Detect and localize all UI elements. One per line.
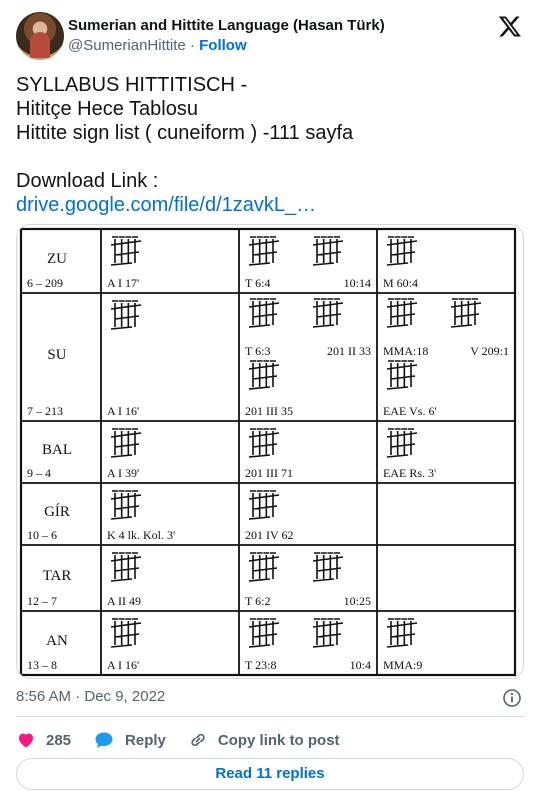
ref-1-0-0: A I 16' bbox=[107, 404, 140, 418]
sign-number-0: 6 – 209 bbox=[27, 276, 63, 290]
glyph-0-1-0-stroke bbox=[249, 237, 279, 265]
ref-0-0-0: A I 17' bbox=[107, 276, 140, 290]
glyph-5-1-1-stroke bbox=[313, 619, 343, 647]
ref-0-2-0: M 60:4 bbox=[383, 276, 419, 290]
glyph-5-2-0-stroke bbox=[387, 619, 417, 647]
glyph-0-2-0-stroke bbox=[387, 237, 417, 265]
link-icon bbox=[188, 730, 208, 750]
glyph-0-2-0 bbox=[387, 237, 417, 265]
glyph-0-0-0-stroke bbox=[111, 237, 141, 265]
sign-name-5: AN bbox=[46, 633, 68, 649]
sign-number-2: 9 – 4 bbox=[27, 466, 51, 480]
glyph-1-2-1 bbox=[451, 299, 481, 327]
ref-4-0-0: A II 49 bbox=[107, 594, 141, 608]
glyph-4-1-1-stroke bbox=[313, 553, 343, 581]
author-name[interactable]: Sumerian and Hittite Language (Hasan Türk) bbox=[68, 17, 385, 34]
avatar-figure bbox=[30, 32, 50, 58]
reply-button[interactable] bbox=[93, 730, 166, 750]
avatar[interactable] bbox=[16, 12, 64, 60]
glyph-2-2-0 bbox=[387, 429, 417, 457]
glyph-1-1-0-stroke bbox=[249, 299, 279, 327]
glyph-5-2-0 bbox=[387, 619, 417, 647]
table-frame bbox=[21, 229, 515, 675]
glyph-3-0-0-stroke bbox=[111, 491, 141, 519]
glyph-1-1-2 bbox=[249, 361, 279, 389]
info-icon[interactable] bbox=[502, 688, 522, 708]
glyph-2-1-0 bbox=[249, 429, 279, 457]
reply-label: Reply bbox=[125, 731, 166, 749]
sign-table-image bbox=[17, 225, 524, 679]
ref-1-1-2: 201 III 35 bbox=[245, 404, 293, 418]
glyph-4-1-0-stroke bbox=[249, 553, 279, 581]
reply-bubble-icon bbox=[93, 730, 115, 750]
copy-link-button[interactable] bbox=[188, 730, 340, 750]
timestamp[interactable]: 8:56 AM · Dec 9, 2022 bbox=[16, 688, 166, 705]
glyph-0-1-1 bbox=[313, 237, 343, 265]
divider bbox=[16, 716, 524, 717]
ref-0-1-1: 10:14 bbox=[343, 276, 371, 290]
ref-1-2-0: MMA:18 bbox=[383, 344, 429, 358]
separator: · bbox=[189, 37, 195, 54]
ref-5-0-0: A I 16' bbox=[107, 658, 140, 672]
glyph-1-2-0-stroke bbox=[387, 299, 417, 327]
glyph-5-1-0 bbox=[249, 619, 279, 647]
download-label: Download Link : bbox=[16, 170, 159, 192]
glyph-0-1-1-stroke bbox=[313, 237, 343, 265]
sign-number-5: 13 – 8 bbox=[27, 658, 57, 672]
glyph-5-0-0 bbox=[111, 619, 141, 647]
tweet-line-3: Hittite sign list ( cuneiform ) -111 sayfa bbox=[16, 122, 354, 144]
like-button[interactable] bbox=[16, 730, 71, 750]
follow-button[interactable]: Follow bbox=[199, 37, 247, 54]
sign-number-1: 7 – 213 bbox=[27, 404, 63, 418]
glyph-1-2-1-stroke bbox=[451, 299, 481, 327]
ref-2-1-0: 201 III 71 bbox=[245, 466, 293, 480]
handle-row bbox=[68, 37, 247, 54]
sign-name-0: ZU bbox=[47, 251, 67, 267]
glyph-4-1-1 bbox=[313, 553, 343, 581]
tweet-text bbox=[16, 73, 524, 217]
glyph-4-0-0-stroke bbox=[111, 553, 141, 581]
glyph-1-1-0 bbox=[249, 299, 279, 327]
glyph-1-2-2-stroke bbox=[387, 361, 417, 389]
glyph-2-0-0-stroke bbox=[111, 429, 141, 457]
ref-3-0-0: K 4 lk. Kol. 3' bbox=[107, 528, 176, 542]
author-handle[interactable]: @SumerianHittite bbox=[68, 37, 186, 54]
copy-link-label: Copy link to post bbox=[217, 731, 340, 749]
glyph-1-1-1-stroke bbox=[313, 299, 343, 327]
glyph-1-1-2-stroke bbox=[249, 361, 279, 389]
ref-5-1-0: T 23:8 bbox=[245, 658, 277, 672]
ref-1-2-1: V 209:1 bbox=[470, 344, 509, 358]
glyph-3-1-0-stroke bbox=[249, 491, 279, 519]
glyph-2-2-0-stroke bbox=[387, 429, 417, 457]
sign-name-4: TAR bbox=[42, 568, 72, 584]
glyph-1-2-2 bbox=[387, 361, 417, 389]
ref-5-2-0: MMA:9 bbox=[383, 658, 423, 672]
sign-number-4: 12 – 7 bbox=[27, 594, 57, 608]
ref-3-1-0: 201 IV 62 bbox=[245, 528, 294, 542]
glyph-0-1-0 bbox=[249, 237, 279, 265]
sign-name-2: BAL bbox=[42, 442, 72, 458]
tweet-image[interactable] bbox=[16, 224, 524, 679]
x-logo-icon[interactable] bbox=[498, 14, 522, 38]
like-count: 285 bbox=[46, 731, 72, 749]
ref-2-2-0: EAE Rs. 3' bbox=[383, 466, 437, 480]
glyph-5-1-0-stroke bbox=[249, 619, 279, 647]
tweet-line-1: SYLLABUS HITTITISCH - bbox=[16, 74, 248, 96]
glyph-1-0-0 bbox=[111, 301, 141, 329]
ref-4-1-1: 10:25 bbox=[343, 594, 371, 608]
sign-number-3: 10 – 6 bbox=[27, 528, 57, 542]
glyph-4-1-0 bbox=[249, 553, 279, 581]
heart-icon bbox=[16, 730, 36, 750]
tweet-line-2: Hititçe Hece Tablosu bbox=[16, 98, 198, 120]
glyph-1-2-0 bbox=[387, 299, 417, 327]
glyph-3-0-0 bbox=[111, 491, 141, 519]
action-bar bbox=[16, 728, 362, 752]
ref-5-1-1: 10:4 bbox=[349, 658, 371, 672]
glyph-0-0-0 bbox=[111, 237, 141, 265]
ref-0-1-0: T 6:4 bbox=[245, 276, 271, 290]
glyph-5-1-1 bbox=[313, 619, 343, 647]
sign-name-1: SU bbox=[47, 347, 67, 363]
glyph-5-0-0-stroke bbox=[111, 619, 141, 647]
ref-1-1-1: 201 II 33 bbox=[327, 344, 371, 358]
glyph-2-0-0 bbox=[111, 429, 141, 457]
read-replies-button[interactable]: Read 11 replies bbox=[16, 758, 524, 790]
glyph-1-1-1 bbox=[313, 299, 343, 327]
glyph-4-0-0 bbox=[111, 553, 141, 581]
download-link[interactable]: drive.google.com/file/d/1zavkL_… bbox=[16, 194, 317, 216]
glyph-3-1-0 bbox=[249, 491, 279, 519]
ref-1-2-2: EAE Vs. 6' bbox=[383, 404, 437, 418]
glyph-1-0-0-stroke bbox=[111, 301, 141, 329]
ref-2-0-0: A I 39' bbox=[107, 466, 140, 480]
glyph-2-1-0-stroke bbox=[249, 429, 279, 457]
ref-4-1-0: T 6:2 bbox=[245, 594, 271, 608]
ref-1-1-0: T 6:3 bbox=[245, 344, 271, 358]
sign-name-3: GÍR bbox=[44, 504, 70, 520]
